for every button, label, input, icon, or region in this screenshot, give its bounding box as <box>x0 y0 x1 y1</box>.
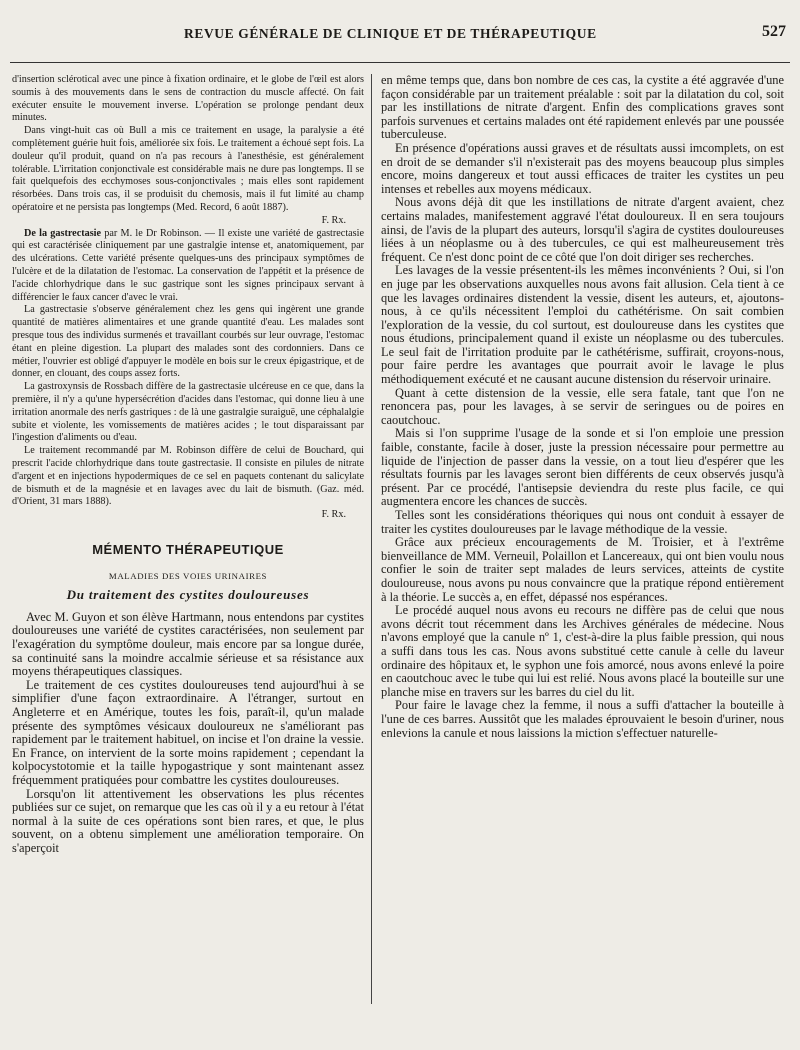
section-title: MÉMENTO THÉRAPEUTIQUE <box>92 541 284 557</box>
article-title: Du traitement des cystites douloureuses <box>66 586 310 602</box>
page-number: 527 <box>762 23 786 40</box>
left-column <box>12 74 364 1034</box>
paragraph: Grâce aux précieux encouragements de M. Troisier, et à l'extrême bienveillance de MM. Verneuil, Polaillon et Lancereaux, qui ont bien voulu nous confier le soin de traiter sept malades de leurs services, atteints de cystite douloureuse, nous avons pu nous convaincre que la pratique répond entièrement à la théorie. Le succès a, en effet, dépassé nos espérances. <box>381 535 784 604</box>
paragraph: Nous avons déjà dit que les instillations de nitrate d'argent avaient, chez certains malades, manifestement aggravé l'état douloureux. Il en sera toujours ainsi, de l'avis de la plupart des auteurs, lorsqu'il s'agira de cystites douloureuses liées à un néoplasme ou à des tubercules, ce qui est malheureusement très fréquent. Ce n'est donc point de ce côté que l'on doit diriger ses recherches. <box>381 195 784 264</box>
article-lead: De la gastrectasie <box>24 227 102 239</box>
paragraph: Mais si l'on supprime l'usage de la sonde et si l'on emploie une pression faible, constante, facile à doser, juste la pression nécessaire pour permettre au liquide de l'injection de passer dans la vessie, on a tout lieu d'espérer que les résultats fournis par les lavages seront bien différents de ceux observés jusqu'à présent. Par ce procédé, l'antisepsie deviendra du reste plus facile, ce qui augmentera encore les chances de succès. <box>381 426 784 509</box>
paragraph-text: par M. le Dr Robinson. — Il existe une variété de gastrectasie qui est caractérisée cliniquement par une gastralgie intense et, anatomiquement, par des ulcérations. Cette variété présente quelques-uns des principaux symptômes de l'ulcère et de la dilatation de l'estomac. La conservation de l'appétit et la présence de l'acide chlorhydrique dans le suc gastrique sont les signes principaux servant à différencier le faux cancer d'avec le vrai. <box>12 227 364 303</box>
paragraph: Le traitement de ces cystites douloureuses tend aujourd'hui à se simplifier d'une façon extraordinaire. A l'étranger, surtout en Angleterre et en Amérique, toutes les fois, paraît-il, qu'un malade présente des symptômes vésicaux douloureux ne s'améliorant pas rapidement par le traitement habituel, on incise et l'on draine la vessie. En France, on intervient de la sorte moins rapidement ; cependant la kolpocystotomie et la taille hypogastrique y sont maintenant assez fréquemment pratiquées pour combattre les cystites douloureuses. <box>12 677 364 788</box>
paragraph: Le procédé auquel nous avons eu recours ne diffère pas de celui que nous avons décrit tout récemment dans les Archives générales de médecine. Nous n'avons employé que la canule nº 1, c'est-à-dire la plus faible pression, qui nous a suffi dans tous les cas. Nous avons substitué cette canule à celle du laveur ordinaire des hôpitaux et, le syphon une fois amorcé, nous avons enlevé la poire en caoutchouc avec le tube qui lui est relié. Nous avons placé la bouteille sur une planche mise en travers sur les barres du ciel du lit. <box>381 603 784 699</box>
paragraph: En présence d'opérations aussi graves et de résultats aussi imcomplets, on est en droit de se demander s'il n'existerait pas des moyens beaucoup plus simples encore, moins dangereux et tout aussi efficaces de traiter les cystites un peu intenses et rebelles aux moyens médicaux. <box>381 140 784 196</box>
author-signature: F. Rx. <box>321 214 346 226</box>
running-header <box>0 22 800 48</box>
journal-title: REVUE GÉNÉRALE DE CLINIQUE ET DE THÉRAPEUTIQUE <box>184 26 597 41</box>
paragraph: Pour faire le lavage chez la femme, il nous a suffi d'attacher la bouteille à l'une de ces barres. Aussitôt que les malades éprouvaient le besoin d'uriner, nous enlevions la canule et nous laissions la miction s'effectuer naturelle- <box>381 698 784 740</box>
subsection-title: MALADIES DES VOIES URINAIRES <box>108 570 268 581</box>
paragraph: Le traitement recommandé par M. Robinson diffère de celui de Bouchard, qui prescrit l'acide chlorhydrique dans toute gastrectasie. Il consiste en pilules de nitrate d'argent et en injections hypodermiques de ce sel en paquets contenant du salicylate de bismuth et de la magnésie et en lavages avec du lait de bismuth. (Gaz. méd. d'Orient, 31 mars 1888). <box>12 445 364 508</box>
paragraph: d'insertion sclérotical avec une pince à fixation ordinaire, et le globe de l'œil est alors soumis à des mouvements dans le sens de contraction du muscle affecté. On fait exécuter ensuite le mouvement inverse. L'opération se prolonge pendant deux minutes. <box>12 74 364 124</box>
paragraph: en même temps que, dans bon nombre de ces cas, la cystite a été aggravée d'une façon considérable par un traitement préalable : soit par la dilatation du col, soit par les instillations de nitrate d'argent. Enfin des complications graves sont parfois survenues et certains malades ont été rapidement enlevés par une poussée tuberculeuse. <box>381 74 784 142</box>
paragraph: Les lavages de la vessie présentent-ils les mêmes inconvénients ? Oui, si l'on en juge par les observations auxquelles nous avons fait allusion. Cela tient à ce que les lavages ordinaires distendent la vessie, disent les auteurs, et, ajoutons-nous, à ce qu'ils nécessitent l'emploi du cathétérisme. On sait combien l'exploration de la vessie, du col surtout, est douloureuse dans les cystites que nous étudions, principalement quand il existe un néoplasme ou des tubercules. Le seul fait de l'irritation produite par le cathétérisme, suffirait, croyons-nous, pour faire perdre les avantages que pourrait avoir le lavage le plus méthodiquement exécuté et ne causant aucune distension du réservoir urinaire. <box>381 263 784 387</box>
right-column <box>381 74 784 1004</box>
paragraph: Dans vingt-huit cas où Bull a mis ce traitement en usage, la paralysie a été complètement guérie huit fois, améliorée six fois. Le traitement a échoué sept fois. La douleur qu'il produit, quand on n'a pas recours à l'anesthésie, est généralement tolérable. L'irritation conjonctivale est considérable mais ne dure pas longtemps. Il se fait quelquefois des ecchymoses sous-conjonctivales ; mais elles sont rapidement résorbées. Dans trois cas, il se produisit du chemosis, mais il fut limité au champ opératoire et ne persista pas longtemps (Med. Record, 6 août 1887). <box>12 125 364 213</box>
paragraph: La gastrectasie s'observe généralement chez les gens qui ingèrent une grande quantité de matières alimentaires et une grande quantité d'eau. Les malades sont presque tous des individus surmenés et travaillant courbés sur leur ouvrage, l'estomac étant en pleine digestion. La plupart des malades sont des cordonniers. Dans ce métier, l'ouvrier est obligé d'appuyer le modèle en bois sur le creux épigastrique, et de donner, en clouant, des coups assez forts. <box>12 304 364 380</box>
paragraph: Quant à cette distension de la vessie, elle sera fatale, tant que l'on ne renoncera pas, pour les lavages, à se servir de seringues ou de poires en caoutchouc. <box>381 385 784 427</box>
paragraph: La gastroxynsis de Rossbach diffère de la gastrectasie ulcéreuse en ce que, dans la première, il n'y a qu'une hypersécrétion d'acides dans l'estomac, qui donne lieu à une irritation anormale des nerfs gastriques : de là une gastralgie suraiguë, une céphalalgie subite et violente, les vomissements de matières acides ; le tout disparaissant par l'ingestion d'aliments ou d'eau. <box>12 381 364 444</box>
header-rule <box>10 62 790 63</box>
paragraph: Telles sont les considérations théoriques qui nous ont conduit à essayer de traiter les cystites douloureuses par le lavage méthodique de la vessie. <box>381 508 784 536</box>
paragraph <box>12 228 364 305</box>
author-signature: F. Rx. <box>321 509 346 521</box>
paragraph: Avec M. Guyon et son élève Hartmann, nous entendons par cystites douloureuses une variété de cystites caractérisées, non seulement par l'exagération du symptôme douleur, mais encore par sa longue durée, sa continuité sans la moindre accalmie sérieuse et sa résistance aux moyens thérapeutiques classiques. <box>12 609 364 679</box>
paragraph: Lorsqu'on lit attentivement les observations les plus récentes publiées sur ce sujet, on remarque que les cas où il y a eu retour à l'état normal à la suite de ces opérations sont bien rares, et que, le plus souvent, on a obtenu simplement une amélioration temporaire. On s'aperçoit <box>12 786 364 855</box>
column-divider <box>371 74 372 1004</box>
